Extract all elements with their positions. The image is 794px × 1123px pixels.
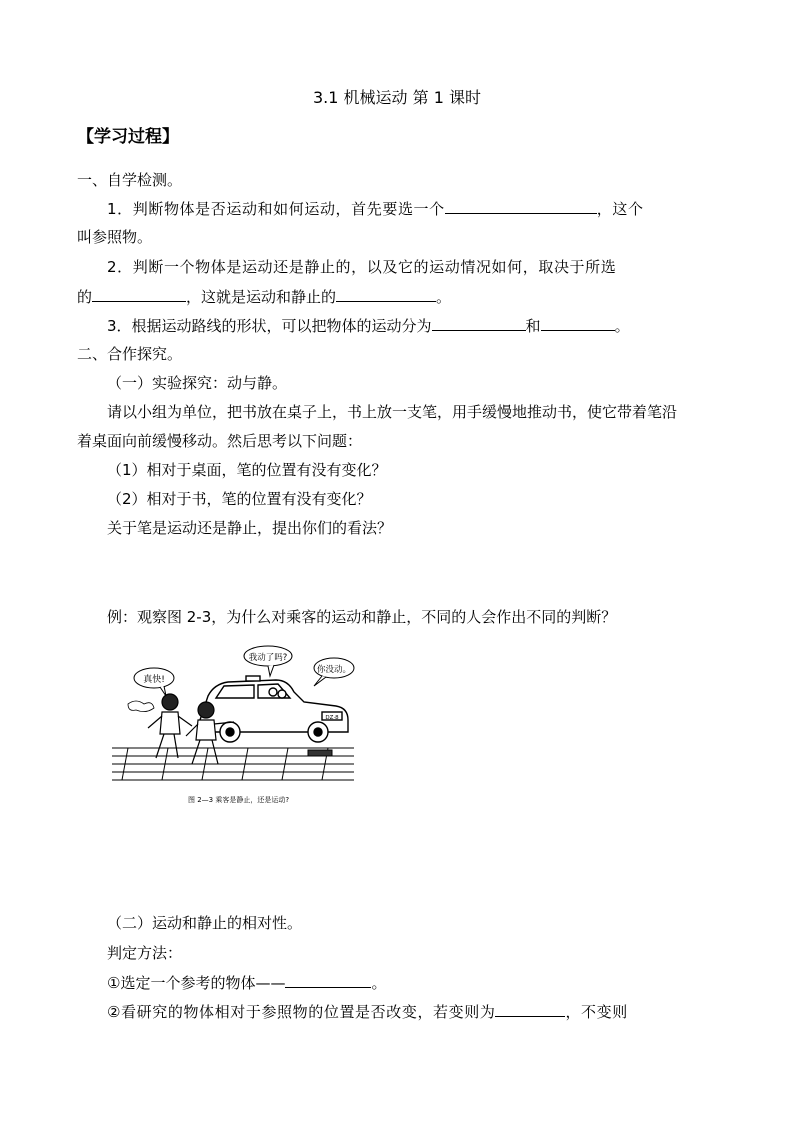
bubble-left-text: 真快! [143, 675, 165, 685]
subsection-1-heading: （一）实验探究：动与静。 [107, 374, 288, 392]
question-3-text-b: 和 [525, 317, 541, 335]
bubble-right-text: 你没动。 [316, 665, 352, 675]
question-2-text-end: 。 [436, 288, 452, 306]
part1-heading: 一、自学检测。 [77, 171, 183, 189]
answer-blank-6[interactable] [285, 971, 371, 988]
method-step-2-text: ②看研究的物体相对于参照物的位置是否改变，若变则为 [107, 1003, 496, 1021]
question-3-line [107, 314, 630, 337]
question-1-text-end: ，这个 [596, 200, 644, 218]
question-3-text-end: 。 [614, 317, 630, 335]
method-step-1-end: 。 [371, 974, 387, 992]
method-step-1-text: ①选定一个参考的物体—— [107, 974, 286, 992]
car-icon [200, 676, 348, 742]
answer-blank-3[interactable] [336, 285, 436, 302]
question-2-text-a: 的 [77, 288, 93, 306]
method-step-2 [107, 1000, 628, 1023]
section-heading: 【学习过程】 [77, 127, 179, 147]
answer-blank-5[interactable] [541, 314, 615, 331]
question-2-line-2 [77, 285, 451, 308]
ground-lines-icon [112, 748, 354, 780]
question-3-text-a: 3．根据运动路线的形状，可以把物体的运动分为 [107, 317, 432, 335]
experiment-paragraph-line-1: 请以小组为单位，把书放在桌子上，书上放一支笔，用手缓慢地推动书，使它带着笔沿 [107, 403, 678, 421]
figure-caption: 图 2—3 乘客是静止，还是运动? [188, 796, 290, 804]
method-step-1 [107, 971, 386, 994]
experiment-question-1: （1）相对于桌面，笔的位置有没有变化？ [107, 461, 387, 479]
question-2-text-b: ，这就是运动和静止的 [186, 288, 337, 306]
license-plate: DZ·8 [325, 715, 339, 721]
experiment-question-3: 关于笔是运动还是静止，提出你们的看法？ [107, 519, 393, 537]
question-1-text: 1．判断物体是否运动和如何运动，首先要选一个 [107, 200, 445, 218]
experiment-paragraph-line-2: 着桌面向前缓慢移动。然后思考以下问题： [77, 432, 363, 450]
subsection-2-heading: （二）运动和静止的相对性。 [107, 914, 303, 932]
page-title: 3.1 机械运动 第 1 课时 [313, 88, 481, 107]
example-question: 例：观察图 2-3，为什么对乘客的运动和静止，不同的人会作出不同的判断？ [107, 608, 617, 626]
bubble-mid-text: 我动了吗? [248, 653, 288, 663]
answer-blank-7[interactable] [495, 1000, 565, 1017]
question-1-line-1 [107, 197, 644, 220]
answer-blank-4[interactable] [432, 314, 526, 331]
question-2-line-1: 2．判断一个物体是运动还是静止的，以及它的运动情况如何，取决于所选 [107, 258, 617, 276]
answer-blank-2[interactable] [92, 285, 186, 302]
part2-heading: 二、合作探究。 [77, 345, 183, 363]
experiment-question-2: （2）相对于书，笔的位置有没有变化？ [107, 490, 372, 508]
figure-illustration [108, 640, 358, 810]
question-1-line-2: 叫参照物。 [77, 228, 153, 246]
method-heading: 判定方法： [107, 944, 183, 962]
method-step-2-end: ，不变则 [565, 1003, 628, 1021]
answer-blank-1[interactable] [445, 197, 597, 214]
